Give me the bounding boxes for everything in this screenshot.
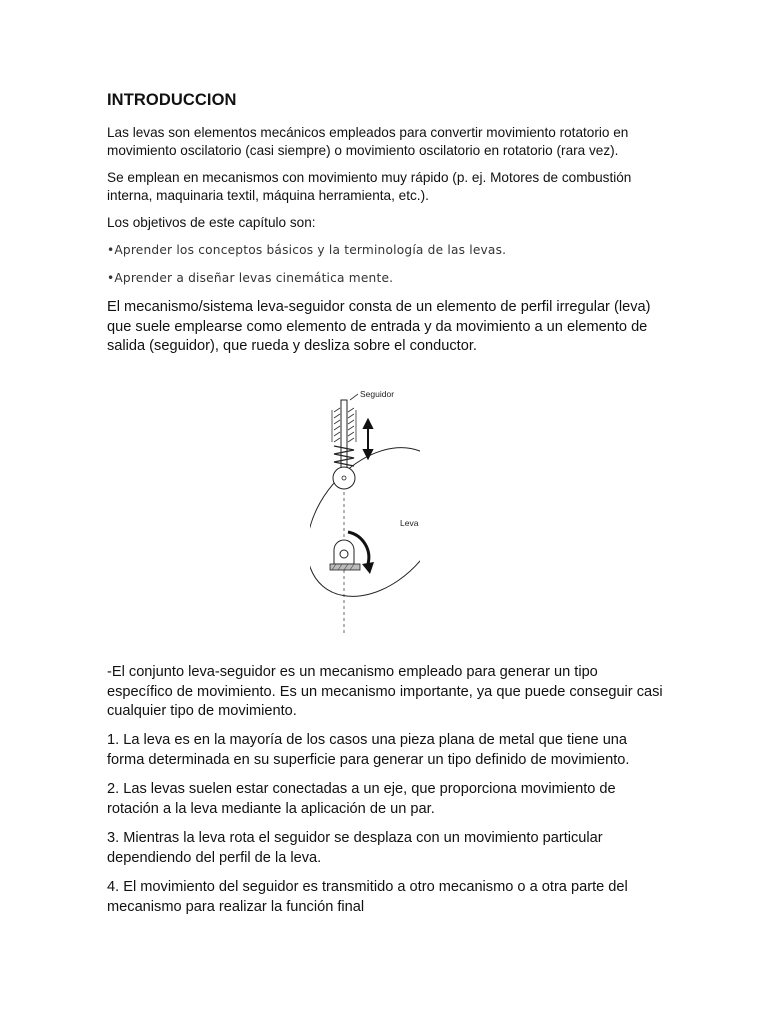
objective-item-2: •Aprender a diseñar levas cinemática mente. — [107, 271, 394, 285]
body-paragraph-3: 3. Mientras la leva rota el seguidor se desplaza con un movimiento particular dependiendo del perfil de la leva. — [107, 830, 603, 866]
mechanism-paragraph: El mecanismo/sistema leva-seguidor consta de un elemento de perfil irregular (leva) que suele emplearse como elemento de entrada y da movimiento a un elemento de salida (seguidor), que rueda y desliza sobre el conductor. — [107, 299, 651, 354]
objective-item-1: •Aprender los conceptos básicos y la terminología de las levas. — [107, 243, 507, 257]
cam-label: Leva — [400, 518, 419, 528]
motion-arrow — [364, 420, 372, 458]
body-paragraph-intro: -El conjunto leva-seguidor es un mecanismo empleado para generar un tipo específico de movimiento. Es un mecanismo importante, ya que puede conseguir casi cualquier tipo de movimiento. — [107, 664, 663, 719]
shaft-support — [330, 540, 360, 570]
page-title: INTRODUCCION — [107, 91, 237, 109]
body-paragraph-4: 4. El movimiento del seguidor es transmitido a otro mecanismo o a otra parte del mecanismo para realizar la función final — [107, 879, 628, 915]
intro-paragraph-1: Las levas son elementos mecánicos empleados para convertir movimiento rotatorio en movimiento oscilatorio (casi siempre) o movimiento oscilatorio en rotatorio (rara vez). — [107, 125, 629, 158]
intro-paragraph-3: Los objetivos de este capítulo son: — [107, 215, 316, 230]
intro-paragraph-2: Se emplean en mecanismos con movimiento muy rápido (p. ej. Motores de combustión interna, maquinaria textil, máquina herramienta, etc.). — [107, 170, 632, 203]
body-paragraph-1: 1. La leva es en la mayoría de los casos una pieza plana de metal que tiene una forma determinada en su superficie para generar un tipo definido de movimiento. — [107, 732, 630, 768]
body-paragraph-2: 2. Las levas suelen estar conectadas a un eje, que proporciona movimiento de rotación a la leva mediante la aplicación de un par. — [107, 781, 616, 817]
follower-label: Seguidor — [360, 389, 395, 399]
cam-follower-diagram — [310, 382, 420, 636]
